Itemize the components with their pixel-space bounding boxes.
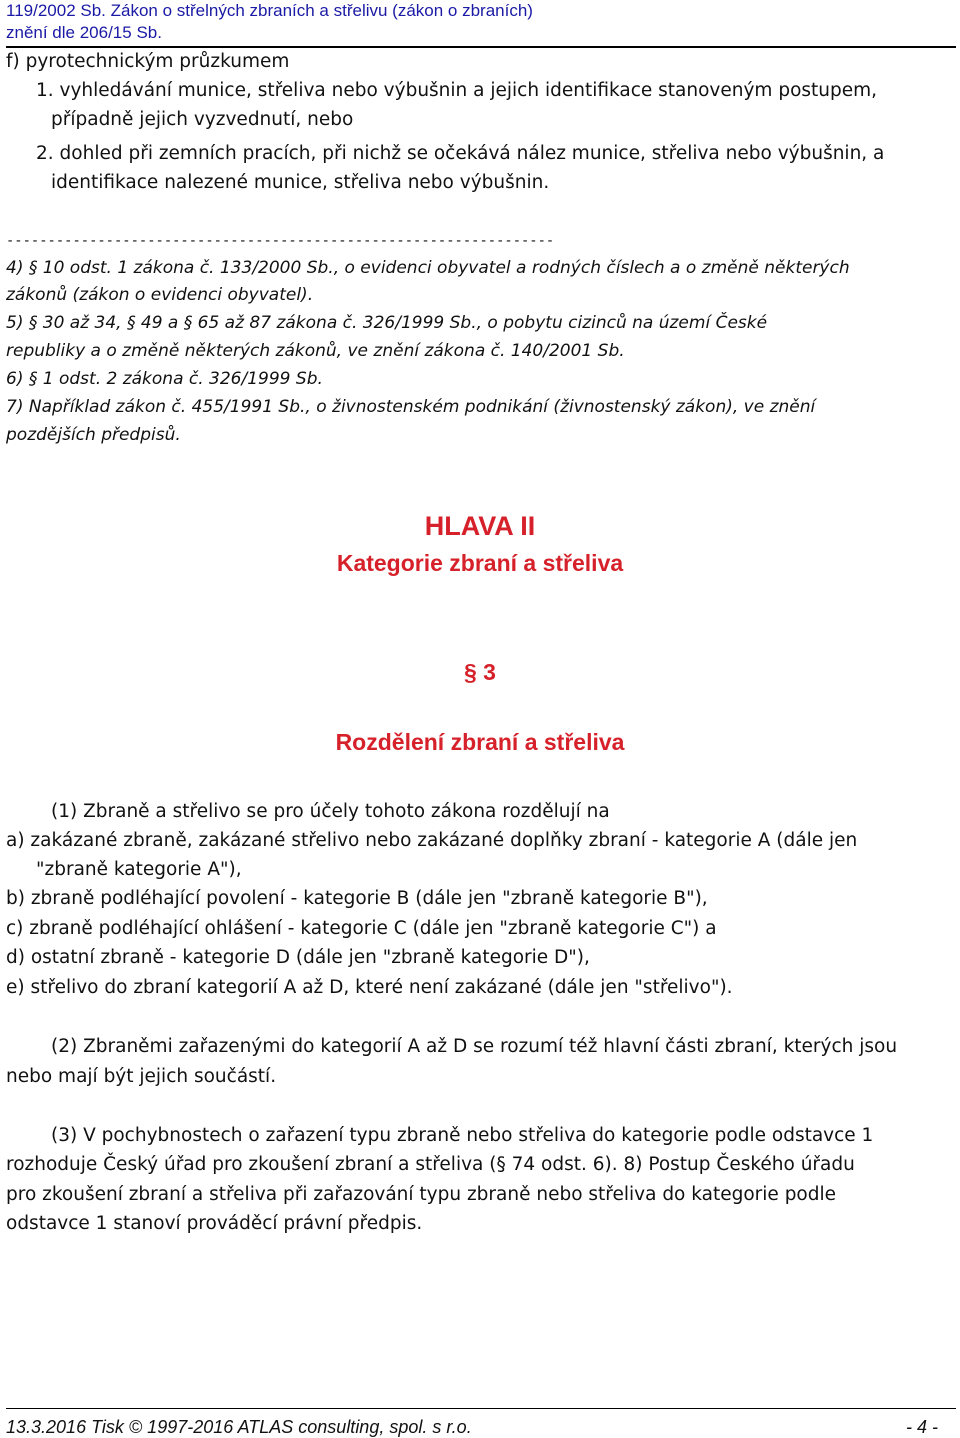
footnote-7-line2: pozdějších předpisů.: [6, 425, 181, 445]
footnote-5-line2: republiky a o změně některých zákonů, ve znění zákona č. 140/2001 Sb.: [6, 341, 625, 361]
list-item-b: b) zbraně podléhající povolení - kategorie B (dále jen "zbraně kategorie B"),: [6, 888, 708, 909]
chapter-heading: HLAVA II: [424, 511, 536, 541]
footnote-4-line2: zákonů (zákon o evidenci obyvatel).: [6, 285, 314, 305]
footnote-5-line1: 5) § 30 až 34, § 49 a § 65 až 87 zákona č. 326/1999 Sb., o pobytu cizinců na území České: [6, 313, 768, 333]
item-f1: 1. vyhledávání munice, střeliva nebo výbušnin a jejich identifikace stanoveným postupem,: [36, 80, 878, 101]
body-paragraph-1: (1) Zbraně a střelivo se pro účely tohoto zákona rozdělují na: [51, 801, 610, 822]
footnote-4-line1: 4) § 10 odst. 1 zákona č. 133/2000 Sb., o evidenci obyvatel a rodných číslech a o změně některých: [6, 258, 850, 278]
list-item-c: c) zbraně podléhající ohlášení - kategorie C (dále jen "zbraně kategorie C") a: [6, 918, 717, 939]
footnote-separator: ------------------------------------------------------------------: [6, 233, 555, 249]
item-f2: 2. dohled při zemních pracích, při nichž se očekává nález munice, střeliva nebo výbušnin, a: [36, 143, 885, 164]
body-paragraph-2-line2: nebo mají být jejich součástí.: [6, 1066, 277, 1087]
page-footer: [6, 1408, 956, 1437]
body-paragraph-3-line3: pro zkoušení zbraní a střeliva při zařazování typu zbraně nebo střeliva do kategorie podle: [6, 1184, 837, 1205]
header-title: 119/2002 Sb. Zákon o střelných zbraních a střelivu (zákon o zbraních): [6, 1, 533, 20]
item-f-title: f) pyrotechnickým průzkumem: [6, 51, 290, 72]
paragraph-title: Rozdělení zbraní a střeliva: [335, 729, 625, 755]
item-f2-continuation: identifikace nalezené munice, střeliva nebo výbušnin.: [51, 172, 550, 193]
body-paragraph-3-line2: rozhoduje Český úřad pro zkoušení zbraní a střeliva (§ 74 odst. 6). 8) Postup Českého úřadu: [6, 1154, 855, 1175]
body-paragraph-3-line4: odstavce 1 stanoví prováděcí právní předpis.: [6, 1213, 423, 1234]
body-paragraph-3-line1: (3) V pochybnostech o zařazení typu zbraně nebo střeliva do kategorie podle odstavce 1: [51, 1125, 874, 1146]
document-header: [6, 0, 956, 48]
list-item-a-line2: "zbraně kategorie A"),: [36, 859, 242, 880]
body-paragraph-2-line1: (2) Zbraněmi zařazenými do kategorií A až D se rozumí též hlavní části zbraní, kterých jsou: [51, 1036, 898, 1057]
chapter-title: Kategorie zbraní a střeliva: [336, 550, 624, 576]
footnote-6: 6) § 1 odst. 2 zákona č. 326/1999 Sb.: [6, 369, 323, 389]
header-version: znění dle 206/15 Sb.: [6, 23, 162, 42]
paragraph-number: § 3: [464, 659, 496, 685]
list-item-e: e) střelivo do zbraní kategorií A až D, které není zakázané (dále jen "střelivo").: [6, 977, 733, 998]
list-item-a-line1: a) zakázané zbraně, zakázané střelivo nebo zakázané doplňky zbraní - kategorie A (dále jen: [6, 830, 858, 851]
item-f1-continuation: případně jejich vyzvednutí, nebo: [51, 109, 354, 130]
page-number: - 4 -: [905, 1417, 938, 1437]
footnote-7-line1: 7) Například zákon č. 455/1991 Sb., o živnostenském podnikání (živnostenský zákon), ve znění: [6, 397, 816, 417]
footer-print-info: 13.3.2016 Tisk © 1997-2016 ATLAS consulting, spol. s r.o.: [6, 1417, 472, 1437]
list-item-d: d) ostatní zbraně - kategorie D (dále jen "zbraně kategorie D"),: [6, 947, 590, 968]
